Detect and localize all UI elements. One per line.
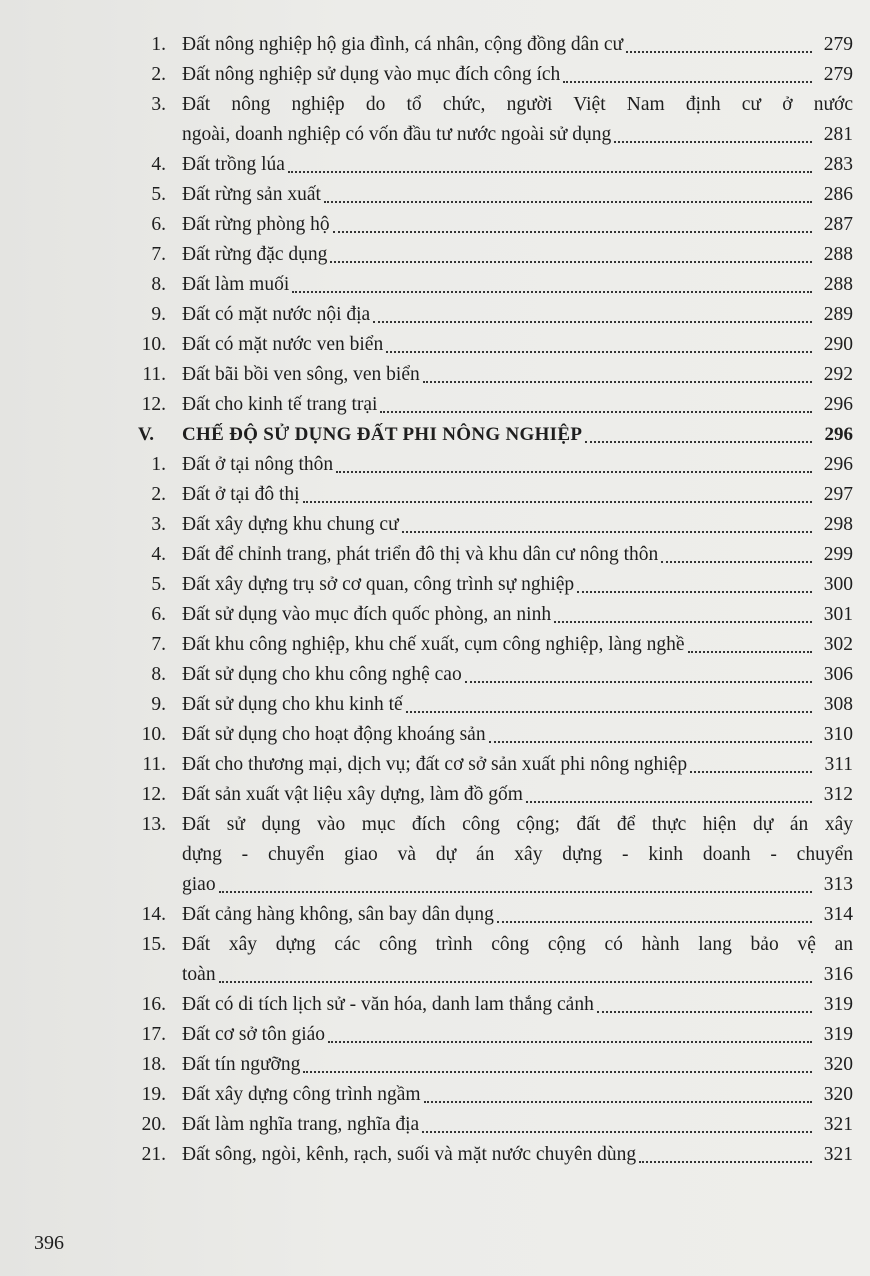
toc-entry-page: 314 <box>823 904 853 925</box>
toc-entry-page: 279 <box>823 64 853 85</box>
toc-entry <box>128 510 853 540</box>
toc-entry-page: 321 <box>823 1114 853 1135</box>
toc-entry-title: Đất sông, ngòi, kênh, rạch, suối và mặt nước chuyên dùng <box>182 1144 637 1165</box>
toc-entry-page: 320 <box>823 1054 853 1075</box>
toc-entry-number: 4. <box>151 544 166 565</box>
dot-leader <box>497 921 812 923</box>
toc-entry-page: 289 <box>823 304 853 325</box>
toc-entry-title: Đất sử dụng cho hoạt động khoáng sản <box>182 724 486 745</box>
toc-entry-number: 5. <box>151 574 166 595</box>
toc-entry-page: 300 <box>823 574 853 595</box>
toc-entry-title: Đất làm nghĩa trang, nghĩa địa <box>182 1114 420 1135</box>
dot-leader <box>690 771 812 773</box>
toc-entry-page: 299 <box>823 544 853 565</box>
toc-entry-title: Đất sử dụng vào mục đích quốc phòng, an ninh <box>182 604 552 625</box>
dot-leader <box>380 411 812 413</box>
dot-leader <box>324 201 812 203</box>
toc-entry-number: 8. <box>151 274 166 295</box>
toc-entry <box>128 150 853 180</box>
toc-entry-title: Đất xây dựng khu chung cư <box>182 514 399 535</box>
toc-entry-page: 319 <box>823 994 853 1015</box>
toc-entry-page: 279 <box>823 34 853 55</box>
toc-entry <box>128 900 853 930</box>
dot-leader <box>219 981 812 983</box>
toc-entry <box>128 1140 853 1170</box>
toc-entry-number: 20. <box>141 1114 166 1135</box>
toc-entry-title: giao <box>182 874 216 895</box>
toc-entry-title: Đất bãi bồi ven sông, ven biển <box>182 364 420 385</box>
toc-entry <box>128 810 853 900</box>
toc-entry-title: Đất nông nghiệp sử dụng vào mục đích công ích <box>182 64 561 85</box>
toc-entry <box>128 30 853 60</box>
toc-entry-page: 308 <box>823 694 853 715</box>
toc-entry-number: 17. <box>141 1024 166 1045</box>
toc-entry-title: Đất sử dụng cho khu kinh tế <box>182 694 403 715</box>
table-of-contents <box>128 30 853 1170</box>
toc-entry-page: 296 <box>823 394 853 415</box>
toc-entry-number: 2. <box>151 484 166 505</box>
toc-entry <box>128 780 853 810</box>
toc-entry-page: 288 <box>823 274 853 295</box>
dot-leader <box>688 651 812 653</box>
toc-entry-number: 1. <box>151 454 166 475</box>
toc-entry-title: Đất trồng lúa <box>182 154 285 175</box>
toc-entry-number: 16. <box>141 994 166 1015</box>
toc-entry-title: Đất sản xuất vật liệu xây dựng, làm đồ gốm <box>182 784 523 805</box>
toc-entry-title: Đất ở tại nông thôn <box>182 454 334 475</box>
toc-entry-page: 286 <box>823 184 853 205</box>
toc-entry <box>128 990 853 1020</box>
toc-entry-title: CHẾ ĐỘ SỬ DỤNG ĐẤT PHI NÔNG NGHIỆP <box>182 424 583 445</box>
toc-entry-page: 296 <box>824 424 853 445</box>
dot-leader <box>423 381 812 383</box>
toc-entry-page: 298 <box>823 514 853 535</box>
toc-entry-number: 12. <box>141 394 166 415</box>
toc-entry-number: 14. <box>141 904 166 925</box>
toc-entry <box>128 330 853 360</box>
toc-entry-number: 19. <box>141 1084 166 1105</box>
toc-entry <box>128 540 853 570</box>
toc-entry-page: 310 <box>823 724 853 745</box>
toc-entry <box>128 360 853 390</box>
dot-leader <box>614 141 812 143</box>
toc-entry <box>128 210 853 240</box>
toc-entry-page: 319 <box>823 1024 853 1045</box>
dot-leader <box>330 261 812 263</box>
toc-entry-title: toàn <box>182 964 216 985</box>
dot-leader <box>288 171 812 173</box>
toc-entry <box>128 1020 853 1050</box>
page-number: 396 <box>34 1232 64 1254</box>
toc-entry-page: 301 <box>823 604 853 625</box>
toc-section-heading <box>128 420 853 450</box>
toc-entry-page: 320 <box>823 1084 853 1105</box>
toc-entry-number: 8. <box>151 664 166 685</box>
toc-entry <box>128 60 853 90</box>
toc-entry-page: 316 <box>823 964 853 985</box>
toc-entry-title: Đất rừng sản xuất <box>182 184 321 205</box>
dot-leader <box>554 621 812 623</box>
dot-leader <box>577 591 812 593</box>
dot-leader <box>526 801 812 803</box>
toc-entry-number: 15. <box>141 934 166 955</box>
toc-entry-page: 290 <box>823 334 853 355</box>
toc-entry-title: Đất nông nghiệp hộ gia đình, cá nhân, cộng đồng dân cư <box>182 34 624 55</box>
toc-entry <box>128 720 853 750</box>
toc-entry-number: 3. <box>151 514 166 535</box>
toc-entry-number: 5. <box>151 184 166 205</box>
toc-entry-page: 283 <box>823 154 853 175</box>
dot-leader <box>303 501 812 503</box>
dot-leader <box>661 561 812 563</box>
toc-entry-number: 18. <box>141 1054 166 1075</box>
dot-leader <box>626 51 812 53</box>
toc-entry-title: Đất tín ngưỡng <box>182 1054 301 1075</box>
toc-entry <box>128 180 853 210</box>
toc-entry-title-line: Đất sử dụng vào mục đích công cộng; đất để thực hiện dự án xây <box>182 814 853 835</box>
dot-leader <box>386 351 812 353</box>
toc-entry-number: 1. <box>151 34 166 55</box>
toc-entry-title: Đất cho kinh tế trang trại <box>182 394 378 415</box>
toc-entry-title: Đất xây dựng công trình ngầm <box>182 1084 421 1105</box>
toc-entry-number: 4. <box>151 154 166 175</box>
toc-entry-number: 9. <box>151 304 166 325</box>
toc-entry <box>128 1050 853 1080</box>
toc-entry-number: 11. <box>142 754 166 775</box>
dot-leader <box>219 891 812 893</box>
toc-entry-page: 313 <box>823 874 853 895</box>
toc-entry-title: Đất khu công nghiệp, khu chế xuất, cụm công nghiệp, làng nghề <box>182 634 685 655</box>
toc-entry <box>128 390 853 420</box>
toc-entry-title: Đất xây dựng trụ sở cơ quan, công trình sự nghiệp <box>182 574 575 595</box>
toc-entry-number: 10. <box>141 724 166 745</box>
toc-entry-number: 11. <box>142 364 166 385</box>
toc-entry-number: 6. <box>151 604 166 625</box>
toc-entry-title: ngoài, doanh nghiệp có vốn đầu tư nước ngoài sử dụng <box>182 124 612 145</box>
toc-entry <box>128 570 853 600</box>
dot-leader <box>333 231 812 233</box>
toc-entry-title: Đất có di tích lịch sử - văn hóa, danh lam thắng cảnh <box>182 994 594 1015</box>
toc-entry-number: 7. <box>151 244 166 265</box>
toc-entry <box>128 930 853 990</box>
dot-leader <box>406 711 812 713</box>
toc-entry-title: Đất làm muối <box>182 274 290 295</box>
toc-entry <box>128 1080 853 1110</box>
toc-entry-number: 2. <box>151 64 166 85</box>
toc-entry-title: Đất cơ sở tôn giáo <box>182 1024 326 1045</box>
toc-entry <box>128 750 853 780</box>
toc-entry-page: 312 <box>823 784 853 805</box>
toc-entry-page: 306 <box>823 664 853 685</box>
dot-leader <box>639 1161 812 1163</box>
toc-entry-title: Đất sử dụng cho khu công nghệ cao <box>182 664 462 685</box>
dot-leader <box>585 441 812 443</box>
dot-leader <box>563 81 812 83</box>
toc-entry-page: 302 <box>823 634 853 655</box>
toc-entry-number: 7. <box>151 634 166 655</box>
toc-entry <box>128 690 853 720</box>
toc-entry-number: 6. <box>151 214 166 235</box>
toc-entry <box>128 630 853 660</box>
toc-entry-page: 297 <box>823 484 853 505</box>
dot-leader <box>597 1011 812 1013</box>
dot-leader <box>422 1131 812 1133</box>
toc-entry-page: 288 <box>823 244 853 265</box>
toc-entry-number: 3. <box>151 94 166 115</box>
toc-entry <box>128 450 853 480</box>
dot-leader <box>328 1041 812 1043</box>
toc-entry <box>128 270 853 300</box>
toc-entry <box>128 1110 853 1140</box>
toc-entry-number: V. <box>138 424 155 445</box>
toc-entry <box>128 300 853 330</box>
dot-leader <box>373 321 812 323</box>
toc-entry <box>128 480 853 510</box>
toc-entry-page: 292 <box>823 364 853 385</box>
dot-leader <box>303 1071 812 1073</box>
dot-leader <box>336 471 812 473</box>
toc-entry-page: 296 <box>823 454 853 475</box>
toc-entry-title: Đất cho thương mại, dịch vụ; đất cơ sở sản xuất phi nông nghiệp <box>182 754 688 775</box>
toc-entry-number: 13. <box>141 814 166 835</box>
toc-entry <box>128 660 853 690</box>
dot-leader <box>424 1101 812 1103</box>
toc-entry-title-line: Đất nông nghiệp do tổ chức, người Việt Nam định cư ở nước <box>182 94 853 115</box>
dot-leader <box>489 741 812 743</box>
toc-entry <box>128 90 853 150</box>
toc-entry-title: Đất để chỉnh trang, phát triển đô thị và khu dân cư nông thôn <box>182 544 659 565</box>
toc-entry-title: Đất cảng hàng không, sân bay dân dụng <box>182 904 494 925</box>
toc-entry-page: 321 <box>823 1144 853 1165</box>
toc-entry-title-line: dựng - chuyển giao và dự án xây dựng - kinh doanh - chuyển <box>182 844 853 865</box>
toc-entry-page: 281 <box>823 124 853 145</box>
dot-leader <box>465 681 812 683</box>
toc-entry-title: Đất ở tại đô thị <box>182 484 300 505</box>
toc-entry-page: 287 <box>823 214 853 235</box>
dot-leader <box>292 291 812 293</box>
toc-entry <box>128 240 853 270</box>
toc-entry-number: 9. <box>151 694 166 715</box>
toc-entry-title-line: Đất xây dựng các công trình công cộng có hành lang bảo vệ an <box>182 934 853 955</box>
toc-entry-title: Đất có mặt nước ven biển <box>182 334 384 355</box>
toc-entry <box>128 600 853 630</box>
toc-entry-title: Đất rừng phòng hộ <box>182 214 330 235</box>
toc-entry-title: Đất rừng đặc dụng <box>182 244 328 265</box>
toc-entry-number: 12. <box>141 784 166 805</box>
toc-entry-page: 311 <box>824 754 853 775</box>
dot-leader <box>402 531 812 533</box>
toc-entry-title: Đất có mặt nước nội địa <box>182 304 371 325</box>
toc-entry-number: 21. <box>141 1144 166 1165</box>
toc-entry-number: 10. <box>141 334 166 355</box>
